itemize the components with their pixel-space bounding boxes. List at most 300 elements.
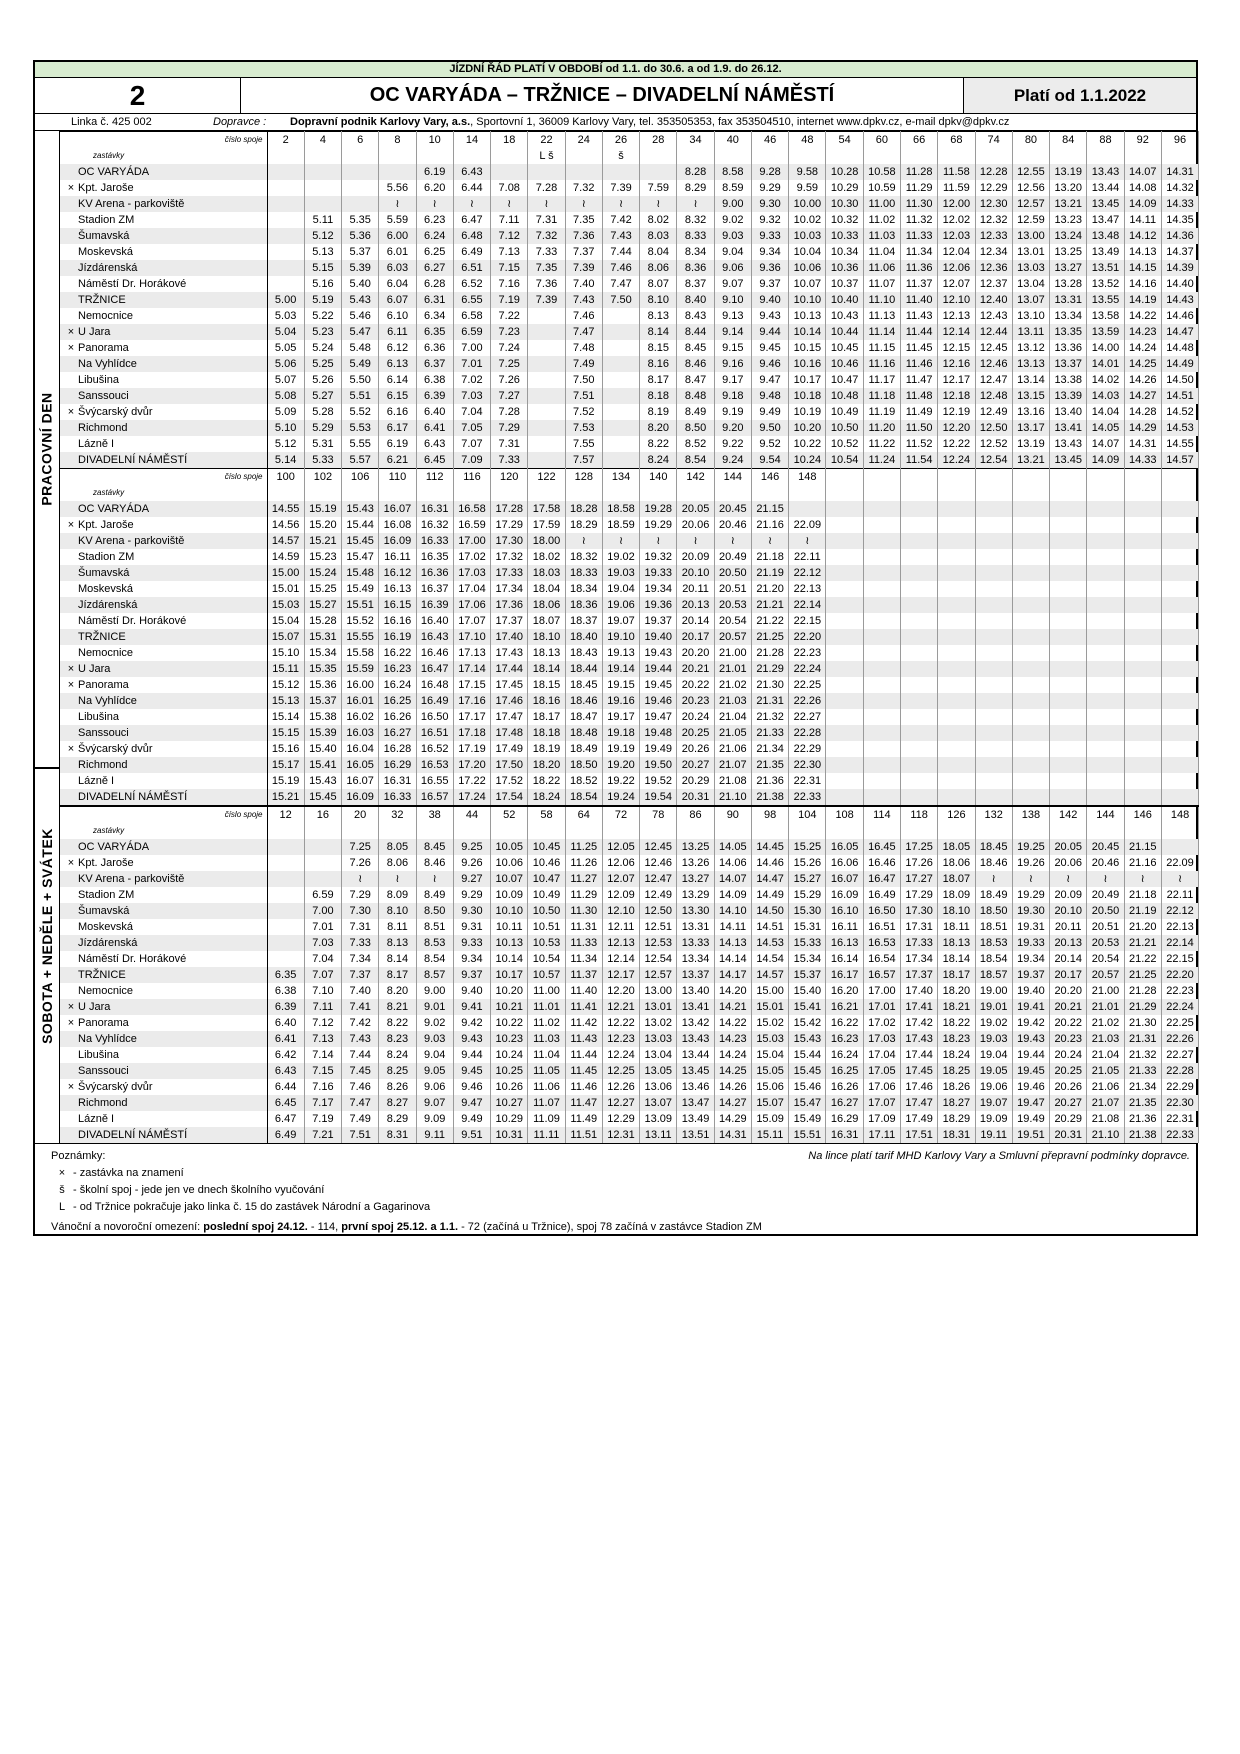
departure-time: 20.06 <box>677 517 714 533</box>
departure-time: 19.42 <box>1012 1015 1049 1031</box>
departure-time: 10.29 <box>826 180 863 196</box>
departure-time: 20.46 <box>1087 855 1124 871</box>
departure-time: 15.12 <box>267 677 304 693</box>
departure-time: 18.20 <box>528 757 565 773</box>
departure-time: 7.03 <box>453 388 490 404</box>
departure-time <box>1050 613 1087 629</box>
departure-time: 18.00 <box>528 533 565 549</box>
stop-name: Na Vyhlídce <box>78 1033 137 1045</box>
holiday-first-trip: první spoj 25.12. a 1.1. <box>341 1221 459 1233</box>
departure-time: 5.57 <box>342 452 379 469</box>
departure-time: 16.31 <box>826 1127 863 1143</box>
departure-time: 20.14 <box>677 613 714 629</box>
departure-time: 13.04 <box>640 1047 677 1063</box>
departure-time: 7.13 <box>491 244 528 260</box>
stop-name: Sanssouci <box>78 390 129 402</box>
departure-time: 13.16 <box>1012 404 1049 420</box>
stop-row <box>60 292 1199 308</box>
stop-name: DIVADELNÍ NÁMĚSTÍ <box>78 791 188 803</box>
departure-time <box>267 855 304 871</box>
note-item <box>51 1165 1196 1182</box>
departure-time: 13.48 <box>1087 228 1124 244</box>
departure-time: 5.46 <box>342 308 379 324</box>
departure-time: 6.38 <box>267 983 304 999</box>
departure-time: 6.07 <box>379 292 416 308</box>
departure-time: 19.31 <box>1012 919 1049 935</box>
departure-time: 6.45 <box>416 452 453 469</box>
departure-time: 17.00 <box>863 983 900 999</box>
departure-time: 11.47 <box>901 372 938 388</box>
departure-time: 5.27 <box>304 388 341 404</box>
stop-name: Libušina <box>78 1049 119 1061</box>
departure-time <box>1050 629 1087 645</box>
departure-time: 6.04 <box>379 276 416 292</box>
departure-time <box>863 597 900 613</box>
departure-time: 17.16 <box>453 693 490 709</box>
departure-time <box>1087 677 1124 693</box>
trip-number: 16 <box>304 806 341 823</box>
trip-code <box>342 148 379 164</box>
departure-time: 14.09 <box>1087 452 1124 469</box>
departure-time: 14.08 <box>1124 180 1161 196</box>
departure-time: 16.15 <box>379 597 416 613</box>
departure-time <box>602 452 639 469</box>
departure-time: 20.51 <box>1087 919 1124 935</box>
departure-time: 19.07 <box>602 613 639 629</box>
departure-time: 12.54 <box>975 452 1012 469</box>
trip-number: 58 <box>528 806 565 823</box>
departure-time: ≀ <box>565 196 602 212</box>
stop-name: Švýcarský dvůr <box>78 406 153 418</box>
departure-time: 9.27 <box>453 871 490 887</box>
departure-time: 21.36 <box>1124 1111 1161 1127</box>
departure-time: 10.54 <box>528 951 565 967</box>
departure-time: 21.03 <box>714 693 751 709</box>
departure-time: 18.17 <box>938 967 975 983</box>
trip-code <box>453 823 490 839</box>
departure-time: 5.24 <box>304 340 341 356</box>
departure-time: 18.31 <box>938 1127 975 1143</box>
departure-time: 13.51 <box>1087 260 1124 276</box>
departure-time: 9.31 <box>453 919 490 935</box>
trip-code <box>602 823 639 839</box>
departure-time <box>863 773 900 789</box>
departure-time: 11.00 <box>863 196 900 212</box>
departure-time: 13.43 <box>677 1031 714 1047</box>
departure-time: 12.34 <box>975 244 1012 260</box>
departure-time <box>1161 757 1198 773</box>
departure-time: 21.00 <box>714 645 751 661</box>
stop-name: Lázně I <box>78 1113 115 1125</box>
departure-time: 16.57 <box>416 789 453 806</box>
departure-time: 5.09 <box>267 404 304 420</box>
stop-name: Sanssouci <box>78 727 129 739</box>
departure-time: 20.57 <box>1087 967 1124 983</box>
departure-time: ≀ <box>1012 871 1049 887</box>
departure-time: 19.46 <box>640 693 677 709</box>
departure-time: 15.43 <box>789 1031 826 1047</box>
trip-number: 126 <box>938 806 975 823</box>
departure-time: 16.25 <box>826 1063 863 1079</box>
departure-time <box>267 871 304 887</box>
stop-row <box>60 661 1199 677</box>
departure-time: 21.02 <box>1087 1015 1124 1031</box>
departure-time: 5.51 <box>342 388 379 404</box>
departure-time: 10.54 <box>826 452 863 469</box>
departure-time: 8.59 <box>714 180 751 196</box>
departure-time: 14.25 <box>714 1063 751 1079</box>
stop-row <box>60 436 1199 452</box>
trip-code <box>1161 823 1198 839</box>
departure-time: 18.06 <box>938 855 975 871</box>
trip-number-label: číslo spoje <box>60 132 267 149</box>
stop-name: U Jara <box>78 1001 111 1013</box>
trip-number: 72 <box>602 806 639 823</box>
departure-time: 19.02 <box>602 549 639 565</box>
departure-time: 7.19 <box>491 292 528 308</box>
departure-time: 17.37 <box>901 967 938 983</box>
stop-cell <box>60 951 267 967</box>
stop-cell <box>60 967 267 983</box>
departure-time: 16.21 <box>826 999 863 1015</box>
stop-row <box>60 597 1199 613</box>
stop-row <box>60 935 1199 951</box>
trip-number: 128 <box>565 469 602 486</box>
departure-time: 7.31 <box>342 919 379 935</box>
stop-row <box>60 324 1199 340</box>
departure-time: 8.06 <box>379 855 416 871</box>
departure-time: 16.53 <box>863 935 900 951</box>
departure-time: 7.47 <box>565 324 602 340</box>
departure-time: ≀ <box>565 533 602 549</box>
departure-time: 10.47 <box>528 871 565 887</box>
stop-row <box>60 581 1199 597</box>
departure-time: 16.13 <box>826 935 863 951</box>
departure-time: 7.01 <box>304 919 341 935</box>
trip-number: 24 <box>565 132 602 149</box>
trip-number: 4 <box>304 132 341 149</box>
departure-time: 16.57 <box>863 967 900 983</box>
departure-time <box>602 340 639 356</box>
departure-time: 21.32 <box>751 709 788 725</box>
departure-time: 7.42 <box>602 212 639 228</box>
departure-time <box>938 789 975 806</box>
note-item <box>51 1199 1196 1216</box>
departure-time: 9.29 <box>453 887 490 903</box>
departure-time: 7.34 <box>342 951 379 967</box>
departure-time: 8.14 <box>379 951 416 967</box>
departure-time: 17.32 <box>491 549 528 565</box>
departure-time: 13.58 <box>1087 308 1124 324</box>
stop-row <box>60 855 1199 871</box>
departure-time: 16.29 <box>379 757 416 773</box>
stop-name: U Jara <box>78 326 111 338</box>
departure-time: 16.09 <box>342 789 379 806</box>
departure-time: 14.46 <box>751 855 788 871</box>
departure-time: 13.14 <box>1012 372 1049 388</box>
departure-time <box>1087 693 1124 709</box>
departure-time: 6.00 <box>379 228 416 244</box>
stop-name: Stadion ZM <box>78 551 135 563</box>
departure-time: 12.45 <box>975 340 1012 356</box>
request-stop-mark: × <box>67 182 75 194</box>
departure-time: 9.00 <box>416 983 453 999</box>
departure-time <box>863 581 900 597</box>
departure-time: 21.15 <box>1124 839 1161 855</box>
departure-time: 9.42 <box>453 1015 490 1031</box>
stop-name: Jízdárenská <box>78 262 138 274</box>
departure-time: 21.05 <box>714 725 751 741</box>
departure-time: 18.02 <box>528 549 565 565</box>
departure-time <box>1161 839 1198 855</box>
departure-time: 15.14 <box>267 709 304 725</box>
departure-time <box>826 613 863 629</box>
departure-time: 15.17 <box>267 757 304 773</box>
departure-time <box>528 308 565 324</box>
departure-time <box>1050 773 1087 789</box>
departure-time: 14.04 <box>1087 404 1124 420</box>
note-text: - školní spoj - jede jen ve dnech školního vyučování <box>73 1184 325 1196</box>
departure-time: 9.09 <box>416 1111 453 1127</box>
departure-time: 20.29 <box>677 773 714 789</box>
departure-time: 19.36 <box>640 597 677 613</box>
departure-time <box>1012 565 1049 581</box>
departure-time: 9.26 <box>453 855 490 871</box>
departure-time: 7.28 <box>528 180 565 196</box>
departure-time: 19.11 <box>975 1127 1012 1143</box>
departure-time: 6.39 <box>267 999 304 1015</box>
stop-name: KV Arena - parkoviště <box>78 535 185 547</box>
departure-time: 5.55 <box>342 436 379 452</box>
route-title: OC VARYÁDA – TRŽNICE – DIVADELNÍ NÁMĚSTÍ <box>241 78 964 113</box>
departure-time: 6.42 <box>267 1047 304 1063</box>
departure-time: 21.22 <box>751 613 788 629</box>
trip-number: 90 <box>714 806 751 823</box>
departure-time: 19.37 <box>640 613 677 629</box>
departure-time: 16.06 <box>826 855 863 871</box>
departure-time <box>1124 789 1161 806</box>
departure-time: 10.44 <box>826 324 863 340</box>
departure-time: 8.28 <box>677 164 714 180</box>
trip-number: 20 <box>342 806 379 823</box>
departure-time <box>267 260 304 276</box>
departure-time <box>304 164 341 180</box>
departure-time <box>267 164 304 180</box>
departure-time: 6.47 <box>267 1111 304 1127</box>
departure-time <box>901 597 938 613</box>
departure-time: 15.43 <box>342 501 379 517</box>
departure-time <box>1124 565 1161 581</box>
departure-time: 15.41 <box>789 999 826 1015</box>
departure-time <box>1012 533 1049 549</box>
departure-time: 12.55 <box>1012 164 1049 180</box>
stop-row <box>60 244 1199 260</box>
departure-time: 12.19 <box>938 404 975 420</box>
trip-number: 132 <box>975 806 1012 823</box>
departure-time: 14.13 <box>1124 244 1161 260</box>
departure-time: 12.02 <box>938 212 975 228</box>
departure-time: 9.40 <box>453 983 490 999</box>
holiday-last-trip: poslední spoj 24.12. <box>203 1221 308 1233</box>
departure-time: 7.42 <box>342 1015 379 1031</box>
departure-time: 17.28 <box>491 501 528 517</box>
stop-row <box>60 773 1199 789</box>
departure-time: 15.00 <box>267 565 304 581</box>
departure-time: 13.45 <box>677 1063 714 1079</box>
departure-time: 13.04 <box>1012 276 1049 292</box>
notes-section <box>35 1143 1196 1234</box>
departure-time: 9.40 <box>751 292 788 308</box>
departure-time: 19.44 <box>1012 1047 1049 1063</box>
departure-time: 7.46 <box>602 260 639 276</box>
departure-time: 20.23 <box>1050 1031 1087 1047</box>
departure-time <box>267 887 304 903</box>
departure-time: 10.32 <box>826 212 863 228</box>
departure-time: 16.27 <box>826 1095 863 1111</box>
departure-time: 7.48 <box>565 340 602 356</box>
departure-time: ≀ <box>751 533 788 549</box>
departure-time: 16.14 <box>826 951 863 967</box>
departure-time: ≀ <box>416 196 453 212</box>
departure-time: 14.37 <box>1161 244 1198 260</box>
departure-time: 7.51 <box>565 388 602 404</box>
departure-time: 16.31 <box>379 773 416 789</box>
departure-time: 5.22 <box>304 308 341 324</box>
departure-time: 6.20 <box>416 180 453 196</box>
departure-time: 14.27 <box>714 1095 751 1111</box>
departure-time: 22.27 <box>1161 1047 1198 1063</box>
departure-time: 8.24 <box>379 1047 416 1063</box>
departure-time: 19.30 <box>1012 903 1049 919</box>
departure-time: 14.21 <box>714 999 751 1015</box>
departure-time: 10.45 <box>826 340 863 356</box>
departure-time: 8.17 <box>640 372 677 388</box>
departure-time: 8.29 <box>379 1111 416 1127</box>
departure-time: 14.10 <box>714 903 751 919</box>
departure-time: 22.25 <box>789 677 826 693</box>
departure-time: 10.22 <box>491 1015 528 1031</box>
departure-time: 7.44 <box>342 1047 379 1063</box>
departure-time: 7.27 <box>491 388 528 404</box>
departure-time: 13.34 <box>677 951 714 967</box>
departure-time: 15.16 <box>267 741 304 757</box>
departure-time: 20.21 <box>677 661 714 677</box>
departure-time: 11.06 <box>528 1079 565 1095</box>
departure-time: 13.59 <box>1087 324 1124 340</box>
departure-time <box>826 693 863 709</box>
departure-time: 21.21 <box>1124 935 1161 951</box>
departure-time <box>1161 709 1198 725</box>
departure-time <box>304 871 341 887</box>
trip-number: 142 <box>1050 806 1087 823</box>
departure-time: 14.43 <box>1161 292 1198 308</box>
departure-time: 13.39 <box>1050 388 1087 404</box>
departure-time <box>863 565 900 581</box>
departure-time <box>975 501 1012 517</box>
departure-time: 15.46 <box>789 1079 826 1095</box>
departure-time: 5.12 <box>267 436 304 452</box>
departure-time: 6.48 <box>453 228 490 244</box>
departure-time: 14.06 <box>714 855 751 871</box>
stop-name: Stadion ZM <box>78 214 135 226</box>
departure-time: 13.29 <box>677 887 714 903</box>
departure-time <box>1050 709 1087 725</box>
departure-time: 11.29 <box>901 180 938 196</box>
departure-time: 8.25 <box>379 1063 416 1079</box>
holiday-mid2: - 72 (začíná u Tržnice), spoj 78 začíná v zastávce Stadion ZM <box>458 1221 762 1233</box>
stop-cell <box>60 839 267 855</box>
departure-time: 8.43 <box>677 308 714 324</box>
request-stop-mark: × <box>67 679 75 691</box>
departure-time: 11.13 <box>863 308 900 324</box>
departure-time <box>975 581 1012 597</box>
departure-time <box>1087 613 1124 629</box>
stop-name: Panorama <box>78 679 129 691</box>
departure-time: 12.24 <box>602 1047 639 1063</box>
departure-time: 19.46 <box>1012 1079 1049 1095</box>
stop-cell <box>60 517 267 533</box>
departure-time: 15.42 <box>789 1015 826 1031</box>
departure-time: 16.46 <box>863 855 900 871</box>
departure-time <box>826 581 863 597</box>
trip-code <box>342 485 379 501</box>
departure-time: 21.28 <box>1124 983 1161 999</box>
departure-time <box>901 581 938 597</box>
departure-time: 21.29 <box>751 661 788 677</box>
trip-code <box>789 148 826 164</box>
departure-time: 8.23 <box>379 1031 416 1047</box>
departure-time: 16.11 <box>379 549 416 565</box>
departure-time: 8.36 <box>677 260 714 276</box>
departure-time: 11.47 <box>565 1095 602 1111</box>
departure-time: 16.19 <box>379 629 416 645</box>
departure-time: 11.42 <box>565 1015 602 1031</box>
departure-time: 18.22 <box>938 1015 975 1031</box>
departure-time: 22.12 <box>1161 903 1198 919</box>
departure-time: 20.06 <box>1050 855 1087 871</box>
departure-time <box>267 951 304 967</box>
departure-time: 8.57 <box>416 967 453 983</box>
departure-time: 16.24 <box>826 1047 863 1063</box>
departure-time: 14.26 <box>714 1079 751 1095</box>
trip-number: 86 <box>677 806 714 823</box>
departure-time: 13.06 <box>640 1079 677 1095</box>
departure-time: 12.49 <box>975 404 1012 420</box>
departure-time <box>901 517 938 533</box>
departure-time: 16.51 <box>863 919 900 935</box>
stops-label: zastávky <box>60 823 267 839</box>
departure-time: 7.22 <box>491 308 528 324</box>
departure-time: 21.31 <box>751 693 788 709</box>
departure-time: 17.13 <box>453 645 490 661</box>
stop-row <box>60 164 1199 180</box>
departure-time: 10.52 <box>826 436 863 452</box>
departure-time: 5.50 <box>342 372 379 388</box>
departure-time: 15.45 <box>304 789 341 806</box>
departure-time: 16.29 <box>826 1111 863 1127</box>
stop-row <box>60 212 1199 228</box>
departure-time <box>863 709 900 725</box>
departure-time: 18.11 <box>938 919 975 935</box>
departure-time: 16.50 <box>416 709 453 725</box>
departure-time: 20.22 <box>677 677 714 693</box>
departure-time: 20.11 <box>1050 919 1087 935</box>
departure-time: 17.20 <box>453 757 490 773</box>
departure-time: 10.45 <box>528 839 565 855</box>
stop-name: Kpt. Jaroše <box>78 519 134 531</box>
trip-code <box>751 823 788 839</box>
departure-time: 14.59 <box>267 549 304 565</box>
